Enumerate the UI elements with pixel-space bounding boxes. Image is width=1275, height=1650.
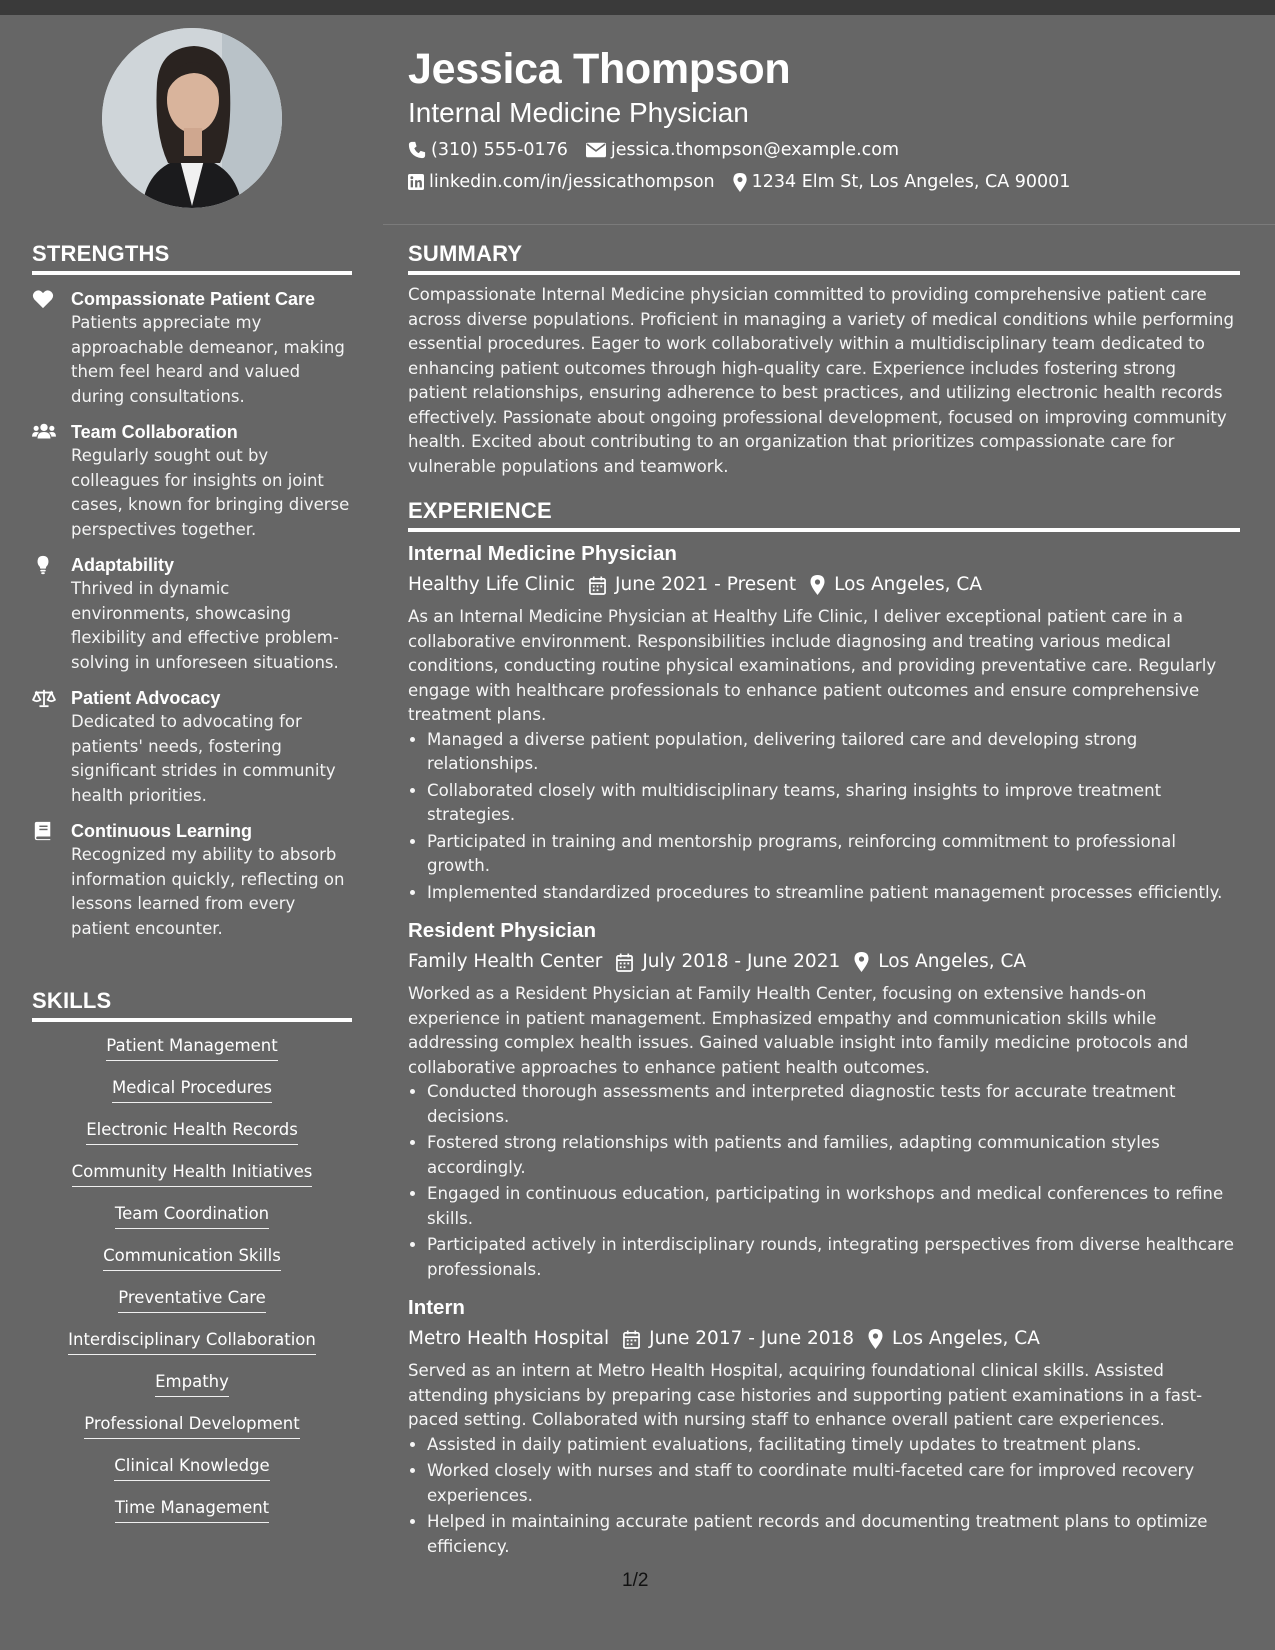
strength-title: Team Collaboration	[71, 422, 238, 442]
top-bar	[0, 0, 1275, 15]
skill-tag: Preventative Care	[118, 1287, 266, 1313]
strength-item	[32, 553, 352, 675]
job-meta	[408, 945, 1240, 979]
strength-title: Adaptability	[71, 555, 175, 575]
experience-heading: EXPERIENCE	[408, 498, 1240, 532]
job-dates-text: June 2021 - Present	[615, 574, 797, 595]
job-bullet: • Assisted in daily patimient evaluations, facilitating timely updates to treatment plans.	[427, 1433, 1240, 1458]
main-content	[408, 241, 1240, 1561]
strength-item	[32, 819, 352, 941]
skill-tag: Communication Skills	[103, 1245, 281, 1271]
job-bullet: • Participated actively in interdisciplinary rounds, integrating perspectives from diverse healthcare professionals.	[427, 1233, 1240, 1282]
map-marker-icon	[733, 173, 747, 192]
strength-title: Patient Advocacy	[71, 688, 221, 708]
candidate-role: Internal Medicine Physician	[408, 97, 749, 128]
skill-tag: Patient Management	[106, 1035, 277, 1061]
job-description: As an Internal Medicine Physician at Healthy Life Clinic, I deliver exceptional patient care in a collaborative environment. Responsibilities include diagnosing and treating various medical conditions, conducting routine physical examinations, and providing preventative care. Regularly engage with healthcare professionals to enhance patient outcomes and ensure comprehensive treatment plans.	[408, 607, 1217, 724]
candidate-name: Jessica Thompson	[408, 45, 791, 93]
contact-row	[408, 134, 1238, 166]
job-dates-text: July 2018 - June 2021	[642, 951, 841, 972]
job-bullets	[408, 1080, 1240, 1282]
job-employer: Family Health Center	[408, 951, 603, 972]
job-employer: Metro Health Hospital	[408, 1328, 610, 1349]
map-marker-icon	[854, 952, 869, 972]
linkedin-text[interactable]: linkedin.com/in/jessicathompson	[429, 172, 715, 192]
resume-header	[408, 42, 1238, 198]
strength-description: Thrived in dynamic environments, showcasing flexibility and effective problem-solving in unforeseen situations.	[71, 579, 339, 672]
job-location	[854, 945, 1026, 979]
address-contact	[733, 166, 1071, 198]
job-dates	[623, 1322, 854, 1356]
job-location-text: Los Angeles, CA	[892, 1328, 1040, 1349]
email-contact[interactable]	[586, 134, 899, 166]
envelope-icon	[586, 142, 606, 158]
balance-scale-icon	[32, 688, 56, 708]
strength-description: Regularly sought out by colleagues for insights on joint cases, known for bringing diverse perspectives together.	[71, 446, 350, 539]
strength-item	[32, 686, 352, 808]
job-location-text: Los Angeles, CA	[834, 574, 982, 595]
job-bullet: • Implemented standardized procedures to streamline patient management processes efficiently.	[427, 881, 1240, 906]
strength-item	[32, 420, 352, 542]
skills-heading: SKILLS	[32, 988, 352, 1022]
job-description: Worked as a Resident Physician at Family Health Center, focusing on extensive hands-on experience in patient management. Emphasized empathy and communication skills while addressing complex health issues. Gained valuable insight into family medicine protocols and collaborative approaches to enhance patient health outcomes.	[408, 984, 1189, 1077]
skill-tag: Clinical Knowledge	[114, 1455, 269, 1481]
profile-photo	[102, 28, 282, 208]
job-employer: Healthy Life Clinic	[408, 574, 576, 595]
strength-description: Dedicated to advocating for patients' needs, fostering significant strides in community health priorities.	[71, 712, 336, 805]
email-text[interactable]: jessica.thompson@example.com	[610, 140, 900, 160]
job-description: Served as an intern at Metro Health Hospital, acquiring foundational clinical skills. Assisted attending physicians by preparing case histories and supporting patient examinations in a fast-paced setting. Collaborated with nursing staff to enhance overall patient care experiences.	[408, 1361, 1203, 1429]
skills-list	[32, 1035, 352, 1539]
map-marker-icon	[868, 1329, 883, 1349]
strengths-heading: STRENGTHS	[32, 241, 352, 275]
summary-text: Compassionate Internal Medicine physician committed to providing comprehensive patient care across diverse populations. Proficient in managing a variety of medical conditions while performing essential procedures. Eager to work collaboratively within a multidisciplinary team dedicated to enhancing patient outcomes through high-quality care. Experience includes fostering strong patient relationships, ensuring adherence to best practices, and utilizing electronic health records effectively. Passionate about ongoing professional development, focused on improving community health. Excited about contributing to an organization that prioritizes compassionate care for vulnerable populations and teamwork.	[408, 285, 1234, 476]
skills-section	[32, 988, 352, 1539]
skill-tag: Interdisciplinary Collaboration	[68, 1329, 316, 1355]
job-location	[868, 1322, 1040, 1356]
job-entry	[408, 1294, 1240, 1559]
address-text: 1234 Elm St, Los Angeles, CA 90001	[751, 172, 1071, 192]
strength-description: Recognized my ability to absorb information quickly, reflecting on lessons learned from every patient encounter.	[71, 845, 345, 938]
job-title: Resident Physician	[408, 919, 596, 942]
skill-tag: Professional Development	[84, 1413, 299, 1439]
skill-tag: Community Health Initiatives	[72, 1161, 313, 1187]
skill-tag: Team Coordination	[115, 1203, 269, 1229]
phone-text: (310) 555-0176	[431, 140, 568, 160]
job-bullet: • Worked closely with nurses and staff to coordinate multi-faceted care for improved recovery experiences.	[427, 1459, 1240, 1508]
job-title: Intern	[408, 1296, 465, 1319]
calendar-icon	[616, 953, 633, 972]
heart-icon	[32, 289, 56, 309]
job-bullets	[408, 728, 1240, 906]
job-bullet: • Helped in maintaining accurate patient records and documenting treatment plans to optimize efficiency.	[427, 1510, 1240, 1559]
strengths-section	[32, 241, 352, 941]
phone-icon	[408, 141, 426, 159]
job-location	[810, 568, 982, 602]
job-entry	[408, 540, 1240, 905]
skill-tag: Empathy	[155, 1371, 229, 1397]
contact-row	[408, 166, 1238, 198]
skill-tag: Time Management	[115, 1497, 269, 1523]
phone-contact	[408, 134, 568, 166]
header-divider	[383, 224, 1275, 225]
strength-description: Patients appreciate my approachable demeanor, making them feel heard and valued during consultations.	[71, 313, 345, 406]
job-location-text: Los Angeles, CA	[878, 951, 1027, 972]
job-entry	[408, 917, 1240, 1282]
calendar-icon	[589, 576, 606, 595]
job-bullet: • Participated in training and mentorship programs, reinforcing commitment to professional growth.	[427, 830, 1240, 879]
linkedin-contact[interactable]	[408, 166, 715, 198]
skill-tag: Medical Procedures	[112, 1077, 272, 1103]
strength-title: Compassionate Patient Care	[71, 289, 316, 309]
skill-tag: Electronic Health Records	[86, 1119, 298, 1145]
job-bullet: • Managed a diverse patient population, delivering tailored care and developing strong relationships.	[427, 728, 1240, 777]
strength-item	[32, 287, 352, 409]
linkedin-icon	[408, 174, 424, 190]
calendar-icon	[623, 1330, 640, 1349]
job-meta	[408, 1322, 1240, 1356]
summary-section	[408, 241, 1240, 479]
job-meta	[408, 568, 1240, 602]
job-dates-text: June 2017 - June 2018	[649, 1328, 855, 1349]
job-bullet: • Engaged in continuous education, participating in workshops and medical conferences to refine skills.	[427, 1182, 1240, 1231]
job-dates	[589, 568, 796, 602]
experience-section	[408, 498, 1240, 1559]
job-dates	[616, 945, 840, 979]
users-icon	[32, 422, 56, 442]
summary-heading: SUMMARY	[408, 241, 1240, 275]
job-bullets	[408, 1433, 1240, 1560]
job-bullet: • Collaborated closely with multidisciplinary teams, sharing insights to improve treatment strategies.	[427, 779, 1240, 828]
job-bullet: • Conducted thorough assessments and interpreted diagnostic tests for accurate treatment decisions.	[427, 1080, 1240, 1129]
job-title: Internal Medicine Physician	[408, 542, 677, 565]
book-icon	[32, 821, 56, 841]
page-number: 1/2	[622, 1570, 649, 1591]
map-marker-icon	[810, 575, 825, 595]
lightbulb-icon	[32, 555, 56, 575]
job-bullet: • Fostered strong relationships with patients and families, adapting communication styles accordingly.	[427, 1131, 1240, 1180]
strength-title: Continuous Learning	[71, 821, 252, 841]
